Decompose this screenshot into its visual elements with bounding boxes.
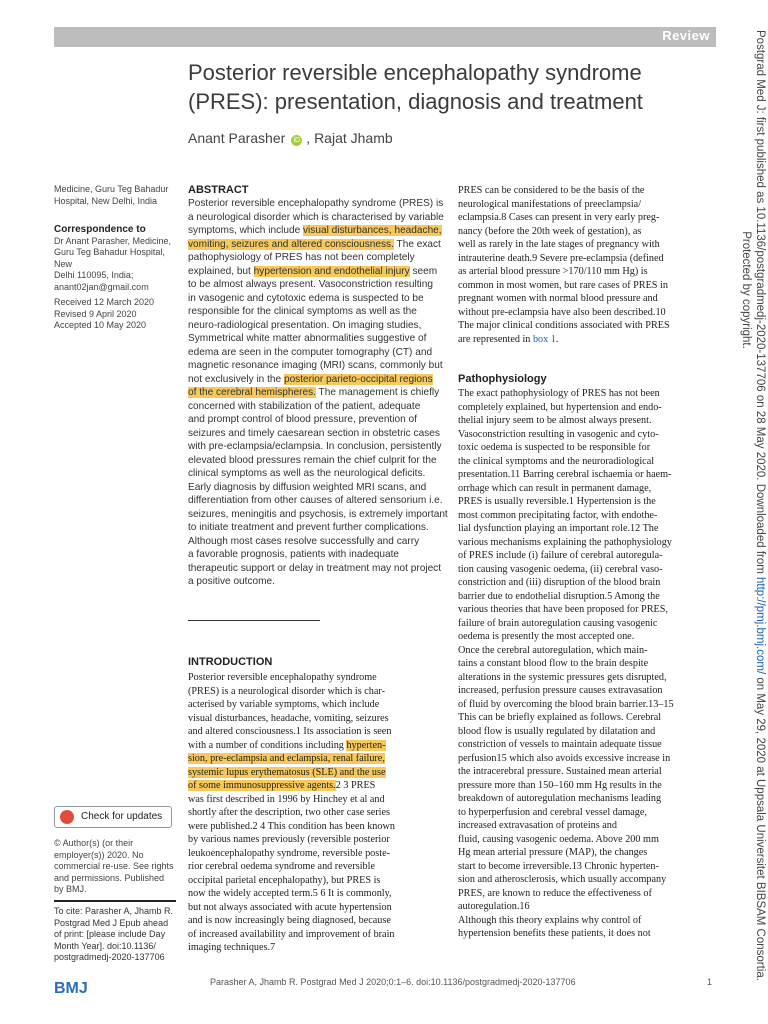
text-span: failure of brain autoregulation causing vasogenic (458, 617, 658, 629)
vertical-line-1: Postgrad Med J: first published as 10.1136/postgradmedj-2020-137706 on 28 May 2020. Downloaded from http://pmj.bmj.com/ on May 29, 2020 at Uppsala Universitet BIBSAM Consortia. (754, 30, 766, 981)
text-span: thelial injury seem to be almost always present. (458, 415, 652, 426)
text-span: a positive outcome. (188, 576, 275, 587)
text-span: orrhage which can result in permanent damage, (458, 482, 652, 494)
author-2[interactable]: , Rajat Jhamb (306, 130, 393, 146)
text-span: as arterial blood pressure >170/110 mm Hg) is (458, 266, 648, 277)
text-span: Vasoconstriction resulting in vasogenic and cyto- (458, 428, 659, 440)
text-span: nancy (before the 20th week of gestation), as (458, 225, 642, 237)
text-span: with pre-eclampsia/eclampsia. In conclusion, persistently (188, 441, 442, 452)
text-span: of PRES include (i) failure of cerebral autoregula- (458, 550, 663, 561)
author-line (188, 130, 393, 146)
text-line (188, 346, 443, 360)
text-span: tains a constant blood flow to the brain despite (458, 658, 649, 669)
text-span: to hyperperfusion and cerebral vessel damage, (458, 806, 647, 818)
text-line (188, 739, 444, 753)
text-span: shortly after the description, two other case series (188, 807, 390, 818)
correspondence-line: Dr Anant Parasher, Medicine, (54, 235, 172, 246)
date-received: Received 12 March 2020 (54, 297, 155, 307)
text-span: pressure more than 150–160 mm Hg results in the (458, 779, 662, 791)
text-span: pathophysiology of PRES has not been completely (188, 252, 415, 263)
text-line (188, 278, 443, 292)
article-title: Posterior reversible encephalopathy syndrome (PRES): presentation, diagnosis and treatment (188, 60, 643, 114)
text-line (458, 765, 714, 779)
text-line (458, 590, 714, 604)
text-line (458, 265, 714, 279)
text-span: autoregulation.16 (458, 901, 530, 912)
text-span: concerned with stabilization of the patient, adequate (188, 400, 421, 412)
text-span: seizures, meningitis and psychosis, is extremely important (188, 508, 448, 520)
text-span: Once the cerebral autoregulation, which main- (458, 644, 648, 656)
text-span: to initiate treatment and prevent further complications. (188, 522, 429, 533)
vertical-line-2: Protected by copyright. (740, 231, 752, 349)
text-line (188, 887, 444, 901)
text-line (188, 833, 444, 847)
text-span: and prompt control of blood pressure, prevention of (188, 414, 417, 425)
text-line (188, 454, 443, 468)
text-span: perfusion15 which also avoids excessive increase in (458, 752, 671, 764)
text-line (188, 793, 444, 807)
text-span: lial dysfunction playing an important role.12 The (458, 523, 659, 534)
text-line (458, 509, 714, 523)
text-line (458, 576, 714, 590)
text-line (188, 373, 443, 387)
text-span: PRES, are known to reduce the effectiveness of (458, 887, 652, 899)
text-span: tion causing vasogenic oedema, (ii) cerebral vaso- (458, 563, 663, 575)
text-span: most common precipitating factor, with endothe- (458, 509, 658, 521)
text-span: This can be briefly explained as follows. Cerebral (458, 712, 662, 723)
text-line (188, 400, 443, 414)
text-line (188, 211, 443, 225)
text-line (188, 197, 443, 211)
text-span: elevated blood pressures remain the chief culprit for the (188, 454, 437, 466)
affiliation-line: Hospital, New Delhi, India (54, 195, 158, 206)
text-line (458, 198, 714, 212)
text-line (458, 738, 714, 752)
text-line (458, 549, 714, 563)
text-line (458, 846, 714, 860)
text-span: edema are seen in the computer tomography (CT) and (188, 346, 433, 358)
text-line (188, 427, 443, 441)
text-span: rior cerebral oedema syndrome and reversible (188, 861, 375, 872)
text-span: intrauterine death.9 Severe pre-eclampsia (defined (458, 252, 664, 264)
text-span: constriction and (iii) disruption of the blood brain (458, 577, 661, 588)
text-line (188, 779, 444, 793)
text-line (188, 725, 444, 739)
right-column-intro (458, 184, 714, 346)
highlighted-text: of some immunosuppressive agents. (188, 780, 336, 791)
text-span: neuro-radiological presentation. On imaging studies, (188, 319, 422, 331)
text-line (458, 495, 714, 509)
text-span: barrier due to endothelial disruption.5 Among the (458, 590, 660, 602)
text-span: presentation.11 Barring cerebral ischaemia or haem- (458, 469, 672, 480)
text-span: leukoencephalopathy syndrome, reversible poste- (188, 847, 390, 859)
text-span: of fluid by overcoming the blood brain barrier.13–15 (458, 698, 674, 710)
text-span: toxic oedema is suspected to be responsible for (458, 442, 651, 453)
text-span: with a number of conditions including (188, 739, 347, 751)
text-line (188, 292, 443, 306)
text-line (458, 698, 714, 712)
abstract-divider (188, 620, 320, 621)
text-line (458, 900, 714, 914)
text-line (188, 305, 443, 319)
text-span: The management is chiefly (315, 387, 440, 398)
highlighted-text: systemic lupus erythematosus (SLE) and the use (188, 766, 386, 778)
text-line (458, 833, 714, 847)
text-span: oedema is presently the most accepted one. (458, 631, 635, 642)
text-span: Posterior reversible encephalopathy syndrome (188, 672, 377, 683)
text-line (458, 482, 714, 496)
text-line (458, 455, 714, 469)
text-span: occipital parietal encephalopathy), but PRES is (188, 874, 381, 886)
text-line (188, 548, 443, 562)
text-span: imaging techniques.7 (188, 942, 276, 953)
text-span: now the widely accepted term.5 6 It is commonly, (188, 888, 392, 899)
text-span: . (555, 333, 559, 345)
text-span: acterised by variable symptoms, which include (188, 699, 380, 710)
text-span: a neurological disorder which is characterised by variable (188, 211, 444, 223)
text-line (188, 860, 444, 874)
affiliation (54, 184, 176, 207)
text-span: were published.2 4 This condition has been known (188, 820, 395, 832)
highlighted-text: sion, pre-eclampsia and eclampsia, renal failure, (188, 753, 385, 764)
pathophysiology-body (458, 387, 714, 941)
affiliation-line: Medicine, Guru Teg Bahadur (54, 184, 169, 194)
text-line (458, 860, 714, 874)
text-span: Although most cases resolve successfully and carry (188, 535, 420, 547)
copyright-line: commercial re-use. See rights (54, 861, 174, 871)
text-span: therapeutic support or delay in treatment may not project (188, 562, 442, 574)
text-span: (PRES) is a neurological disorder which is char- (188, 685, 385, 697)
text-span: not exclusively in the (188, 373, 284, 385)
text-span: blood flow is usually regulated by dilatation and (458, 725, 656, 737)
section-bar (54, 27, 716, 47)
text-line (188, 562, 443, 576)
text-span: pregnant women with normal blood pressure and (458, 293, 658, 304)
text-span: well as rarely in the late stages of pregnancy with (458, 239, 660, 250)
text-line (458, 927, 714, 941)
cite-line: postgradmedj-2020-137706 (54, 952, 165, 962)
text-line (458, 279, 714, 293)
text-line (458, 630, 714, 644)
text-span: various theories that have been proposed for PRES, (458, 604, 668, 615)
cite-line: To cite: Parasher A, Jhamb R. (54, 906, 174, 916)
text-line (458, 792, 714, 806)
text-span: without pre-eclampsia have also been described.10 (458, 306, 666, 318)
text-span: the clinical symptoms and the neuroradiological (458, 455, 655, 467)
text-span: and altered consciousness.1 Its association is seen (188, 726, 392, 737)
copyright-notice (54, 838, 176, 896)
text-span: Early diagnosis by diffusion weighted MRI scans, and (188, 481, 427, 493)
text-span: eclampsia.8 Cases can present in very early preg- (458, 212, 660, 223)
text-line (458, 184, 714, 198)
text-span: increased extravasation of proteins and (458, 820, 617, 831)
text-line (458, 536, 714, 550)
text-span: seem (409, 265, 438, 277)
text-line (458, 387, 714, 401)
text-span: are represented in (458, 333, 533, 345)
text-span: seizures and timely caesarean section in obstetric cases (188, 427, 440, 439)
text-line (458, 211, 714, 225)
text-line (458, 428, 714, 442)
text-span: breakdown of autoregulation mechanisms leading (458, 793, 662, 804)
text-line (188, 251, 443, 265)
text-line (188, 440, 443, 454)
author-1[interactable]: Anant Parasher (188, 130, 286, 146)
text-span: increased, perfusion pressure causes extravasation (458, 685, 663, 696)
text-span: magnetic resonance imaging (MRI) scans, commonly but (188, 360, 443, 371)
text-span: and is now increasingly being diagnosed, because (188, 915, 391, 926)
text-line (188, 224, 443, 238)
text-span: fluid, causing vasogenic oedema. Above 200 mm (458, 833, 659, 845)
text-span: visual disturbances, headache, vomiting, seizures (188, 712, 389, 724)
abstract-heading: ABSTRACT (188, 184, 249, 196)
highlighted-text: visual disturbances, headache, (303, 225, 442, 236)
text-span: sion and atherosclerosis, which usually accompany (458, 874, 667, 885)
abstract-body (188, 197, 448, 589)
article-dates (54, 297, 176, 332)
text-line (188, 874, 444, 888)
text-line (458, 522, 714, 536)
highlighted-text: posterior parieto-occipital regions (283, 373, 433, 385)
journal-link[interactable]: http://pmj.bmj.com/ (754, 577, 766, 675)
text-line (188, 535, 443, 549)
text-line (458, 238, 714, 252)
vertical-download-note (739, 30, 767, 990)
text-line (188, 467, 443, 481)
text-span: Symmetrical white matter abnormalities suggestive of (188, 333, 427, 344)
text-span: was first described in 1996 by Hinchey et al and (188, 793, 385, 805)
text-span: PRES can be considered to be the basis of the (458, 185, 645, 196)
text-line (458, 563, 714, 577)
text-line (458, 414, 714, 428)
page-footer: Parasher A, Jhamb R. Postgrad Med J 2020;0:1–6. doi:10.1136/postgradmedj-2020-137706 (210, 977, 576, 987)
text-line (458, 657, 714, 671)
text-span: neurological manifestations of preeclampsia/ (458, 198, 642, 210)
text-line (188, 847, 444, 861)
text-span: Although this theory explains why control of (458, 914, 642, 926)
highlighted-text: of the cerebral hemispheres. (188, 387, 316, 398)
text-span: the intracerebral pressure. Sustained mean arterial (458, 766, 662, 777)
text-line (188, 928, 444, 942)
text-line (188, 481, 443, 495)
text-line (188, 685, 444, 699)
text-span: Posterior reversible encephalopathy syndrome (PRES) is (188, 198, 444, 209)
introduction-body (188, 671, 444, 955)
text-span: PRES is usually reversible.1 Hypertension is the (458, 496, 656, 507)
text-span: of increased availability and improvement of brain (188, 928, 395, 940)
text-line (188, 901, 444, 915)
cite-line: Month Year]. doi:10.1136/ (54, 940, 156, 951)
text-line (458, 671, 714, 685)
copyright-line: by BMJ. (54, 884, 87, 894)
page-number: 1 (707, 977, 713, 987)
text-line (188, 332, 443, 346)
introduction-heading: INTRODUCTION (188, 656, 273, 668)
pathophysiology-heading: Pathophysiology (458, 373, 547, 385)
text-line (458, 319, 714, 333)
text-span: start to become irreversible.13 Chronic hyperten- (458, 860, 659, 872)
copyright-line: © Author(s) (or their (54, 838, 134, 848)
orcid-icon[interactable]: iD (291, 135, 302, 146)
correspondence-heading: Correspondence to (54, 224, 146, 235)
correspondence-line: Delhi 110095, India; (54, 270, 134, 280)
update-icon (60, 810, 74, 824)
text-span: The exact (393, 238, 441, 250)
check-for-updates-button[interactable] (54, 806, 172, 828)
text-line (458, 873, 714, 887)
text-span: The major clinical conditions associated with PRES (458, 320, 670, 331)
text-span: alterations in the systemic pressures gets disrupted, (458, 671, 667, 683)
text-line (458, 252, 714, 266)
text-span: explained, but (188, 265, 254, 277)
text-line (458, 468, 714, 482)
to-cite-box (54, 900, 176, 964)
cite-line: Postgrad Med J Epub ahead (54, 917, 169, 928)
section-label: Review (662, 28, 710, 43)
text-line (458, 725, 714, 739)
box-link[interactable]: box 1 (532, 333, 556, 345)
copyright-line: employer(s)) 2020. No (54, 849, 144, 860)
text-line (188, 914, 444, 928)
text-line (188, 265, 443, 279)
text-line (188, 806, 444, 820)
text-line (188, 521, 443, 535)
text-line (188, 820, 444, 834)
text-span: by various names previously (reversible posterior (188, 834, 390, 845)
check-for-updates-label: Check for updates (81, 811, 163, 822)
text-span: 2 3 PRES (335, 780, 376, 791)
text-span: various mechanisms explaining the pathophysiology (458, 536, 672, 548)
text-line (458, 644, 714, 658)
text-span: Hg mean arterial pressure (MAP), the changes (458, 847, 648, 858)
text-line (458, 887, 714, 901)
text-span: common in most women, but rare cases of PRES in (458, 279, 668, 291)
date-revised: Revised 9 April 2020 (54, 308, 137, 319)
highlighted-text: vomiting, seizures and altered consciousness. (188, 238, 394, 250)
correspondence-email[interactable]: anant02jan@gmail.com (54, 281, 149, 292)
text-line (188, 508, 448, 522)
text-line (188, 359, 443, 373)
text-line (458, 603, 714, 617)
text-line (188, 238, 443, 252)
correspondence-line: Guru Teg Bahadur Hospital, New (54, 247, 165, 269)
cite-line: of print: [please include Day (54, 929, 166, 939)
text-line (458, 711, 714, 725)
text-line (458, 617, 714, 631)
text-line (458, 333, 714, 347)
text-span: but not always associated with acute hypertension (188, 901, 392, 913)
text-line (458, 752, 714, 766)
text-line (188, 413, 443, 427)
text-line (458, 779, 714, 793)
correspondence (54, 224, 176, 293)
text-span: differentiation from other causes of altered sensorium i.e. (188, 495, 443, 506)
text-line (458, 914, 714, 928)
text-line (188, 319, 443, 333)
date-accepted: Accepted 10 May 2020 (54, 320, 147, 330)
text-line (188, 671, 444, 685)
text-line (188, 766, 444, 780)
text-line (188, 712, 444, 726)
text-line (188, 752, 444, 766)
text-span: in vasogenic and cytotoxic edema is suspected to be (188, 292, 424, 304)
text-span: responsible for the clinical symptoms as well as the (188, 306, 417, 317)
text-line (188, 386, 443, 400)
text-span: completely explained, but hypertension and endo- (458, 401, 662, 413)
text-line (188, 575, 443, 589)
bmj-logo: BMJ (54, 980, 88, 997)
text-line (458, 806, 714, 820)
text-line (458, 684, 714, 698)
text-span: symptoms, which include (188, 225, 303, 236)
text-line (458, 441, 714, 455)
text-line (188, 698, 444, 712)
text-span: hypertension benefits these patients, it does not (458, 928, 651, 939)
highlighted-text: hypertension and endothelial injury (253, 265, 410, 277)
text-span: constriction of vessels to maintain adequate tissue (458, 739, 662, 750)
text-span: a favorable prognosis, patients with inadequate (188, 549, 399, 560)
text-line (458, 306, 714, 320)
text-line (458, 292, 714, 306)
text-span: The exact pathophysiology of PRES has not been (458, 388, 660, 399)
text-span: clinical symptoms as well as the neurological deficits. (188, 468, 426, 479)
copyright-line: and permissions. Published (54, 872, 165, 883)
text-span: to be almost always present. Vasoconstriction resulting (188, 279, 433, 290)
text-line (188, 941, 444, 955)
highlighted-text: hyperten- (346, 739, 386, 751)
text-line (458, 401, 714, 415)
text-line (458, 819, 714, 833)
text-line (188, 494, 443, 508)
text-line (458, 225, 714, 239)
